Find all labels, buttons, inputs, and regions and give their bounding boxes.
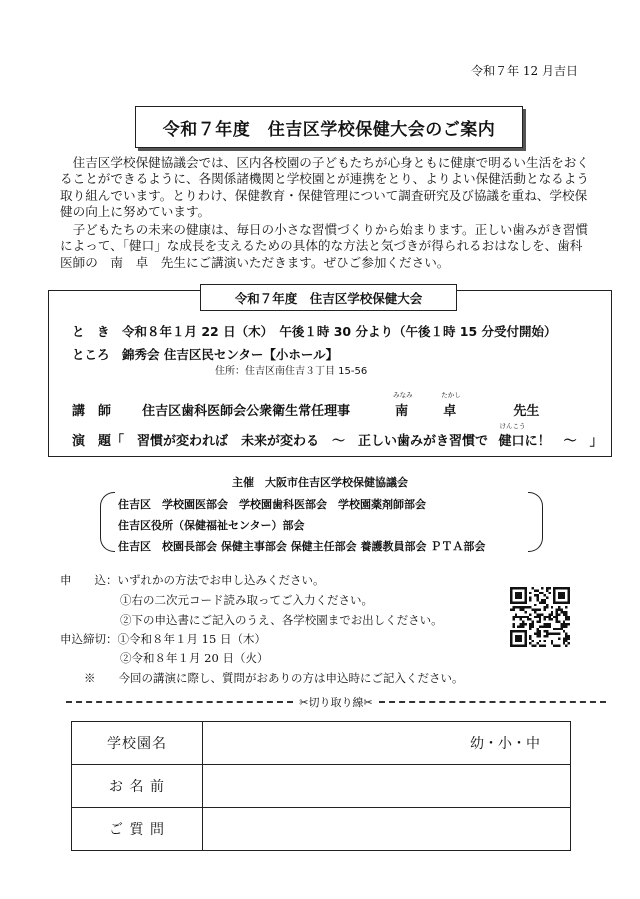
form-field-name[interactable] [203, 765, 571, 808]
application-option-1: ①右の二次元コード読み取ってご入力ください。 [120, 593, 373, 607]
application-deadline-2: ②令和８年１月 20 日（火） [120, 651, 269, 665]
form-field-school[interactable]: 幼・小・中 [203, 722, 571, 765]
cut-line [66, 694, 606, 710]
form-row-question [72, 808, 571, 851]
lecturer-given: 卓 [443, 404, 457, 419]
page-title: 令和７年度 住吉区学校保健大会のご案内 [135, 106, 523, 148]
event-datetime: と き 令和８年１月 22 日（木） 午後１時 30 分より（午後１時 15 分受付開始） [72, 324, 557, 339]
organizer-line-2: 住吉区役所（保健福祉センター）部会 [118, 519, 305, 532]
qr-code-icon[interactable] [510, 587, 570, 647]
cut-line-label: ✂切り取り線✂ [299, 696, 373, 709]
event-address: 住所：住吉区南住吉３丁目 15-56 [215, 366, 368, 377]
lecturer-title: 住吉区歯科医師会公衆衛生常任理事 [142, 404, 351, 419]
organizer-bracket-right [528, 492, 543, 552]
organizer-bracket-left [100, 492, 115, 552]
topic-suffix: に！ ～ 」 [524, 434, 603, 449]
form-row-name [72, 765, 571, 808]
lecturer-surname: 南 [395, 404, 409, 419]
intro-paragraph-1: 住吉区学校保健協議会では、区内各校園の子どもたちが心身ともに健康で明るい生活をおくることができるように、各関係諸機関と学校園とが連携をとり、よりよい保健活動となるよう取り組んでいます。とりわけ、保健教育・保健管理について調査研究及び協議を重ね、学校保健の向上に努めています。 [60, 155, 589, 220]
form-row-school [72, 722, 571, 765]
topic-prefix: 演 題「 習慣が変われば 未来が変わる ～ 正しい歯みがき習慣で [72, 434, 489, 449]
lecturer-honorific: 先生 [513, 404, 540, 419]
form-label-name: お 名 前 [72, 765, 203, 808]
lecturer-label: 講 師 [72, 404, 112, 419]
organizer-line-1: 住吉区 学校園医部会 学校園歯科医部会 学校園薬剤師部会 [118, 498, 426, 511]
event-venue: ところ 錦秀会 住吉区民センター【小ホール】 [72, 347, 339, 362]
organizer-line-3: 住吉区 校園長部会 保健主事部会 保健主任部会 養護教員部会 ＰＴＡ部会 [118, 540, 486, 553]
application-deadline-1: 申込締切：①令和８年１月 15 日（木） [60, 632, 266, 646]
topic-word: 健口 [498, 434, 525, 449]
topic-ruby: けんこう [499, 422, 526, 430]
event-topic [72, 422, 603, 449]
issue-date: 令和７年 12 月吉日 [471, 64, 578, 78]
lecturer-surname-ruby: みなみ [393, 391, 413, 399]
event-box-title: 令和７年度 住吉区学校保健大会 [200, 284, 457, 311]
intro-paragraph-2: 子どもたちの未来の健康は、毎日の小さな習慣づくりから始まります。正しい歯みがき習慣によって、「健口」な成長を支えるための具体的な方法と気づきが得られるおはなしを、歯科医師の 南 卓 先生にご講演いただきます。ぜひご参加ください。 [60, 222, 588, 270]
application-method: 申 込：いずれかの方法でお申し込みください。 [60, 573, 325, 587]
cut-line-dash-right [379, 701, 606, 703]
form-label-question: ご 質 問 [72, 808, 203, 851]
application-option-2: ②下の申込書にご記入のうえ、各学校園までお出しください。 [120, 613, 443, 627]
application-note: ※ 今回の講演に際し、質問がおありの方は申込時にご記入ください。 [84, 671, 464, 685]
form-label-school: 学校園名 [72, 722, 203, 765]
form-field-question[interactable] [203, 808, 571, 851]
cut-line-dash-left [66, 701, 293, 703]
lecturer-given-ruby: たかし [441, 391, 461, 399]
application-form [71, 721, 571, 851]
event-lecturer [72, 391, 540, 419]
organizer-heading: 主催 大阪市住吉区学校保健協議会 [232, 476, 408, 489]
